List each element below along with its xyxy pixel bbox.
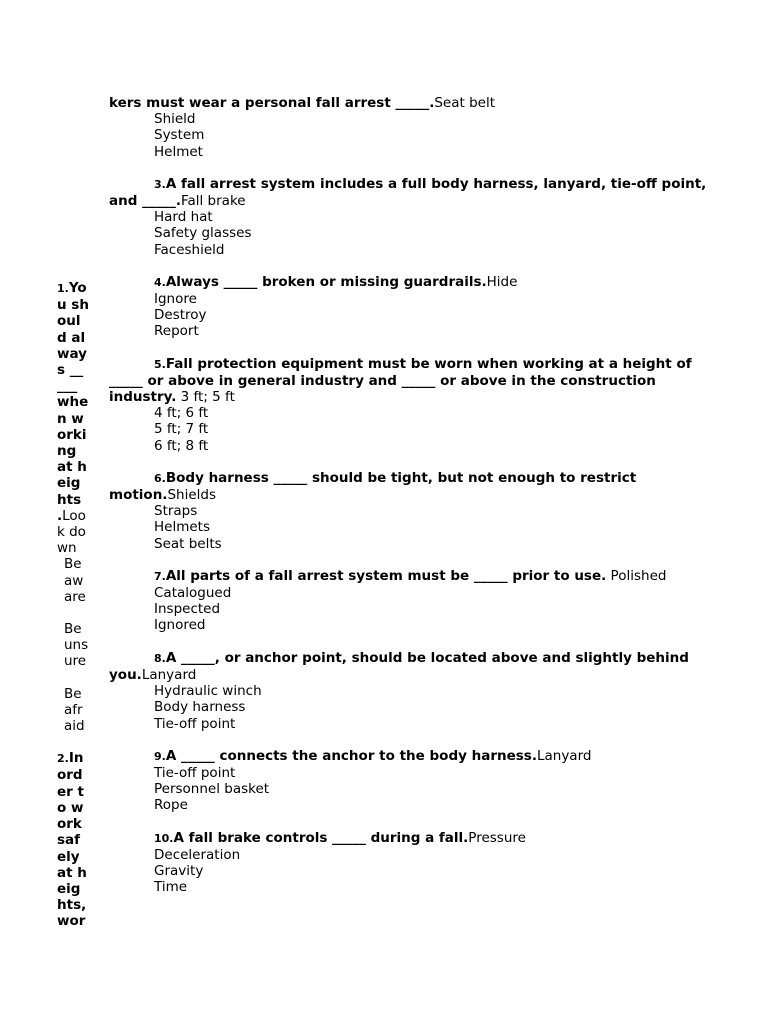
question-text: You should always _____ when working at heights . xyxy=(57,280,89,524)
answer-option: Faceshield xyxy=(154,241,225,258)
answer-option: Helmet xyxy=(154,143,203,160)
question-text: Always _____ broken or missing guardrails. xyxy=(165,273,487,290)
question-6 xyxy=(109,470,724,552)
question-text: Fall protection equipment must be worn when working at a height of _____ or above in general industry and _____ or above in the construction industry. xyxy=(109,355,692,406)
answer-option: Safety glasses xyxy=(154,225,252,242)
question-number: 7. xyxy=(154,569,166,583)
answer-option: Hydraulic winch xyxy=(154,683,262,700)
answer-option: Gravity xyxy=(154,862,204,879)
answer-option: 6 ft; 8 ft xyxy=(154,437,209,454)
answer-option: Time xyxy=(154,879,188,896)
answer-option: Fall brake xyxy=(180,193,246,210)
answer-option: Personnel basket xyxy=(154,781,270,798)
answer-option: Lanyard xyxy=(141,666,197,683)
answer-option: Polished xyxy=(606,567,667,584)
question-9 xyxy=(109,748,724,814)
answer-option: Be unsure xyxy=(64,621,89,670)
question-text: In order to work safely at heights, wor xyxy=(57,750,87,930)
question-text: A _____ connects the anchor to the body harness. xyxy=(165,747,537,764)
answer-option: Ignore xyxy=(154,291,197,308)
question-number: 2. xyxy=(57,752,69,766)
question-number: 8. xyxy=(154,651,166,665)
answer-option: Be aware xyxy=(64,556,86,605)
answer-option: Rope xyxy=(154,797,188,814)
answer-option: Lanyard xyxy=(536,747,592,764)
answer-option: Seat belt xyxy=(434,95,496,111)
question-7 xyxy=(109,568,724,634)
question-text: A _____, or anchor point, should be located above and slightly behind you. xyxy=(109,649,689,683)
answer-option: Deceleration xyxy=(154,846,241,863)
question-number: 3. xyxy=(154,177,166,191)
answer-option: Be afraid xyxy=(64,685,85,735)
answer-option: Hide xyxy=(486,273,518,290)
question-number: 10. xyxy=(154,831,174,845)
question-5 xyxy=(109,356,724,454)
answer-option: Shields xyxy=(167,487,216,504)
answer-option: Tie-off point xyxy=(154,715,236,732)
question-8 xyxy=(109,650,724,732)
question-number: 6. xyxy=(154,471,166,485)
answer-option: Report xyxy=(154,323,199,340)
question-text: Body harness _____ should be tight, but not enough to restrict motion. xyxy=(109,469,637,504)
question-number: 5. xyxy=(154,357,166,371)
answer-option: Pressure xyxy=(468,829,526,846)
question-number: 9. xyxy=(154,749,166,763)
answer-option: Hard hat xyxy=(154,209,213,226)
question-number: 1. xyxy=(57,282,69,295)
answer-option: Ignored xyxy=(154,617,206,634)
answer-option: Inspected xyxy=(154,601,221,618)
question-continuation xyxy=(109,95,724,160)
answer-option: Catalogued xyxy=(154,585,232,602)
question-4 xyxy=(109,274,724,340)
left-question-1 xyxy=(57,280,89,750)
answer-option: Body harness xyxy=(154,699,246,716)
answer-option: Look down xyxy=(57,507,86,557)
question-text: All parts of a fall arrest system must be _____ prior to use. xyxy=(165,567,607,584)
answer-option: Tie-off point xyxy=(154,764,236,781)
question-10 xyxy=(109,830,724,896)
left-question-2 xyxy=(57,750,89,929)
answer-option: 3 ft; 5 ft xyxy=(176,389,235,406)
answer-option: Straps xyxy=(154,503,198,520)
answer-option: 4 ft; 6 ft xyxy=(154,405,209,422)
answer-option: System xyxy=(154,127,205,144)
question-text: kers must wear a personal fall arrest _____. xyxy=(109,95,435,111)
answer-option: 5 ft; 7 ft xyxy=(154,421,209,438)
answer-option: Shield xyxy=(154,111,196,128)
left-column xyxy=(57,280,89,930)
main-column xyxy=(109,95,724,911)
answer-option: Helmets xyxy=(154,519,210,536)
question-text: A fall brake controls _____ during a fall. xyxy=(173,829,469,846)
question-3 xyxy=(109,176,724,258)
answer-option: Destroy xyxy=(154,307,207,324)
question-number: 4. xyxy=(154,275,166,289)
question-text: A fall arrest system includes a full body harness, lanyard, tie-off point, and _____. xyxy=(109,175,707,210)
answer-option: Seat belts xyxy=(154,535,222,552)
